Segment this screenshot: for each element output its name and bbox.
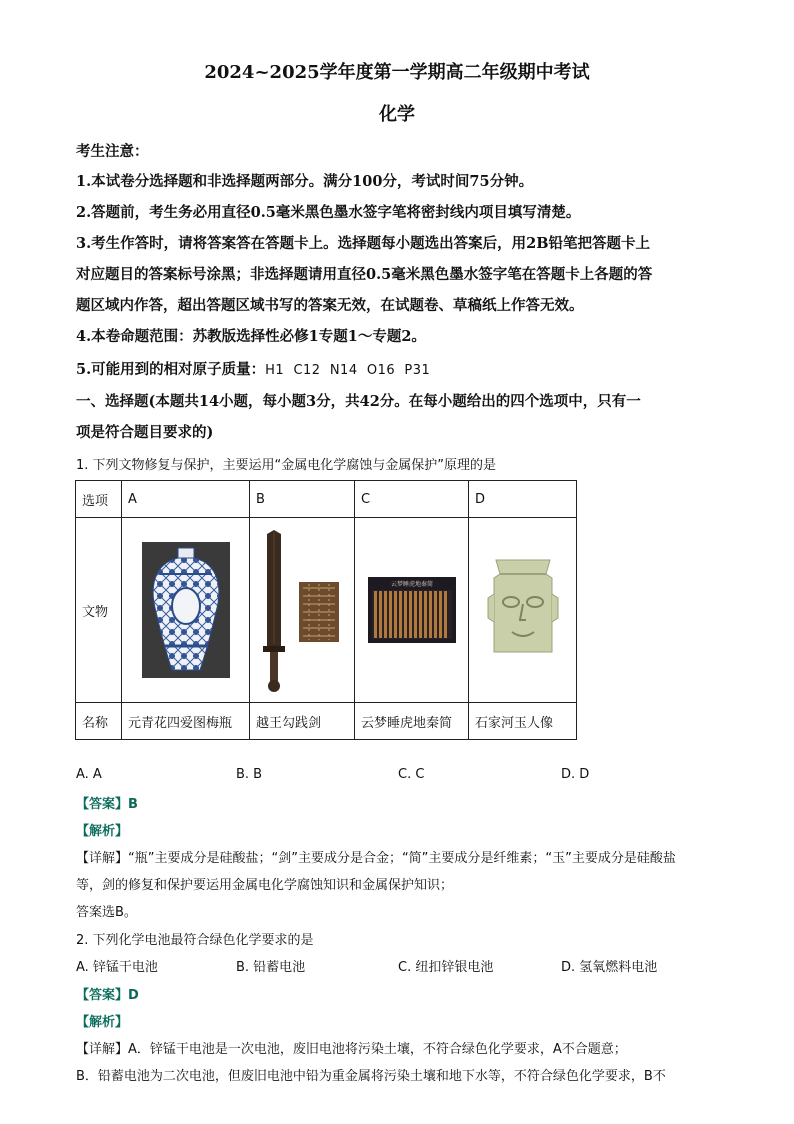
relic-cell-b [250,518,355,703]
q1-option-b: B. B [236,767,263,782]
q1-option-a: A. A [76,767,102,782]
q1-answer: 【答案】B [76,797,138,812]
relic-cell-d [469,518,577,703]
name-cell-d: 石家河玉人像 [469,703,577,740]
atomic-mass-label: 5.可能用到的相对原子质量： [76,361,266,378]
plum-vase-image [142,542,230,678]
exam-title: 2024~2025学年度第一学期高二年级期中考试 [204,62,590,83]
relic-table [75,480,577,740]
row-header-option: 选项 [76,481,122,518]
name-cell-c: 云梦睡虎地秦简 [355,703,469,740]
q1-analysis-label: 【解析】 [76,824,129,839]
notice-item-4: 4.本卷命题范围：苏教版选择性必修1专题1～专题2。 [76,328,426,345]
q2-option-b: B. 铅蓄电池 [236,960,306,975]
row-header-relic: 文物 [76,518,122,703]
bamboo-slips-image [368,577,456,643]
q2-detail-2: B．铅蓄电池为二次电池，但废旧电池中铅为重金属将污染土壤和地下水等，不符合绿色化学要求，B不 [76,1069,666,1084]
row-header-name: 名称 [76,703,122,740]
q2-analysis-label: 【解析】 [76,1015,129,1030]
q1-detail-1: 【详解】“瓶”主要成分是硅酸盐；“剑”主要成分是合金；“简”主要成分是纤维素；“玉”主要成分是硅酸盐 [76,851,676,866]
name-cell-a: 元青花四爱图梅瓶 [122,703,250,740]
notice-item-5 [76,358,430,379]
subject-title: 化学 [379,104,415,125]
q1-detail-3: 答案选B。 [76,905,137,920]
notice-item-1: 1.本试卷分选择题和非选择题两部分。满分100分，考试时间75分钟。 [76,173,534,190]
notice-heading: 考生注意： [76,143,149,160]
atomic-mass-values: H1 C12 N14 O16 P31 [265,363,431,378]
q2-detail-1: 【详解】A．锌锰干电池是一次电池，废旧电池将污染土壤，不符合绿色化学要求，A不合题意； [76,1042,627,1057]
relic-cell-a [122,518,250,703]
col-header-b: B [250,481,355,518]
jade-figure-image [482,554,564,666]
q2-stem: 2. 下列化学电池最符合绿色化学要求的是 [76,933,314,948]
notice-item-3: 3.考生作答时，请将答案答在答题卡上。选择题每小题选出答案后，用2B铅笔把答题卡上 [76,235,650,252]
col-header-d: D [469,481,577,518]
notice-item-3-cont2: 题区域内作答，超出答题区域书写的答案无效，在试题卷、草稿纸上作答无效。 [76,297,584,314]
q2-option-a: A. 锌锰干电池 [76,960,158,975]
q1-option-d: D. D [561,767,590,782]
name-cell-b: 越王勾践剑 [250,703,355,740]
bamboo-caption: 云梦睡虎地秦简 [390,581,433,588]
relic-cell-c [355,518,469,703]
col-header-c: C [355,481,469,518]
bronze-sword-image [257,526,347,694]
section1-heading-cont: 项是符合题目要求的) [76,424,214,441]
q1-option-c: C. C [398,767,425,782]
q1-detail-2: 等，剑的修复和保护要运用金属电化学腐蚀知识和金属保护知识； [76,878,454,893]
q2-option-d: D. 氢氧燃料电池 [561,960,658,975]
q2-option-c: C. 纽扣锌银电池 [398,960,494,975]
section1-heading: 一、选择题(本题共14小题，每小题3分，共42分。在每小题给出的四个选项中，只有一 [76,393,641,410]
notice-item-3-cont1: 对应题目的答案标号涂黑；非选择题请用直径0.5毫米黑色墨水签字笔在答题卡上各题的答 [76,266,653,283]
q2-answer: 【答案】D [76,988,139,1003]
notice-item-2: 2.答题前，考生务必用直径0.5毫米黑色墨水签字笔将密封线内项目填写清楚。 [76,204,581,221]
col-header-a: A [122,481,250,518]
q1-stem: 1. 下列文物修复与保护，主要运用“金属电化学腐蚀与金属保护”原理的是 [76,458,497,473]
